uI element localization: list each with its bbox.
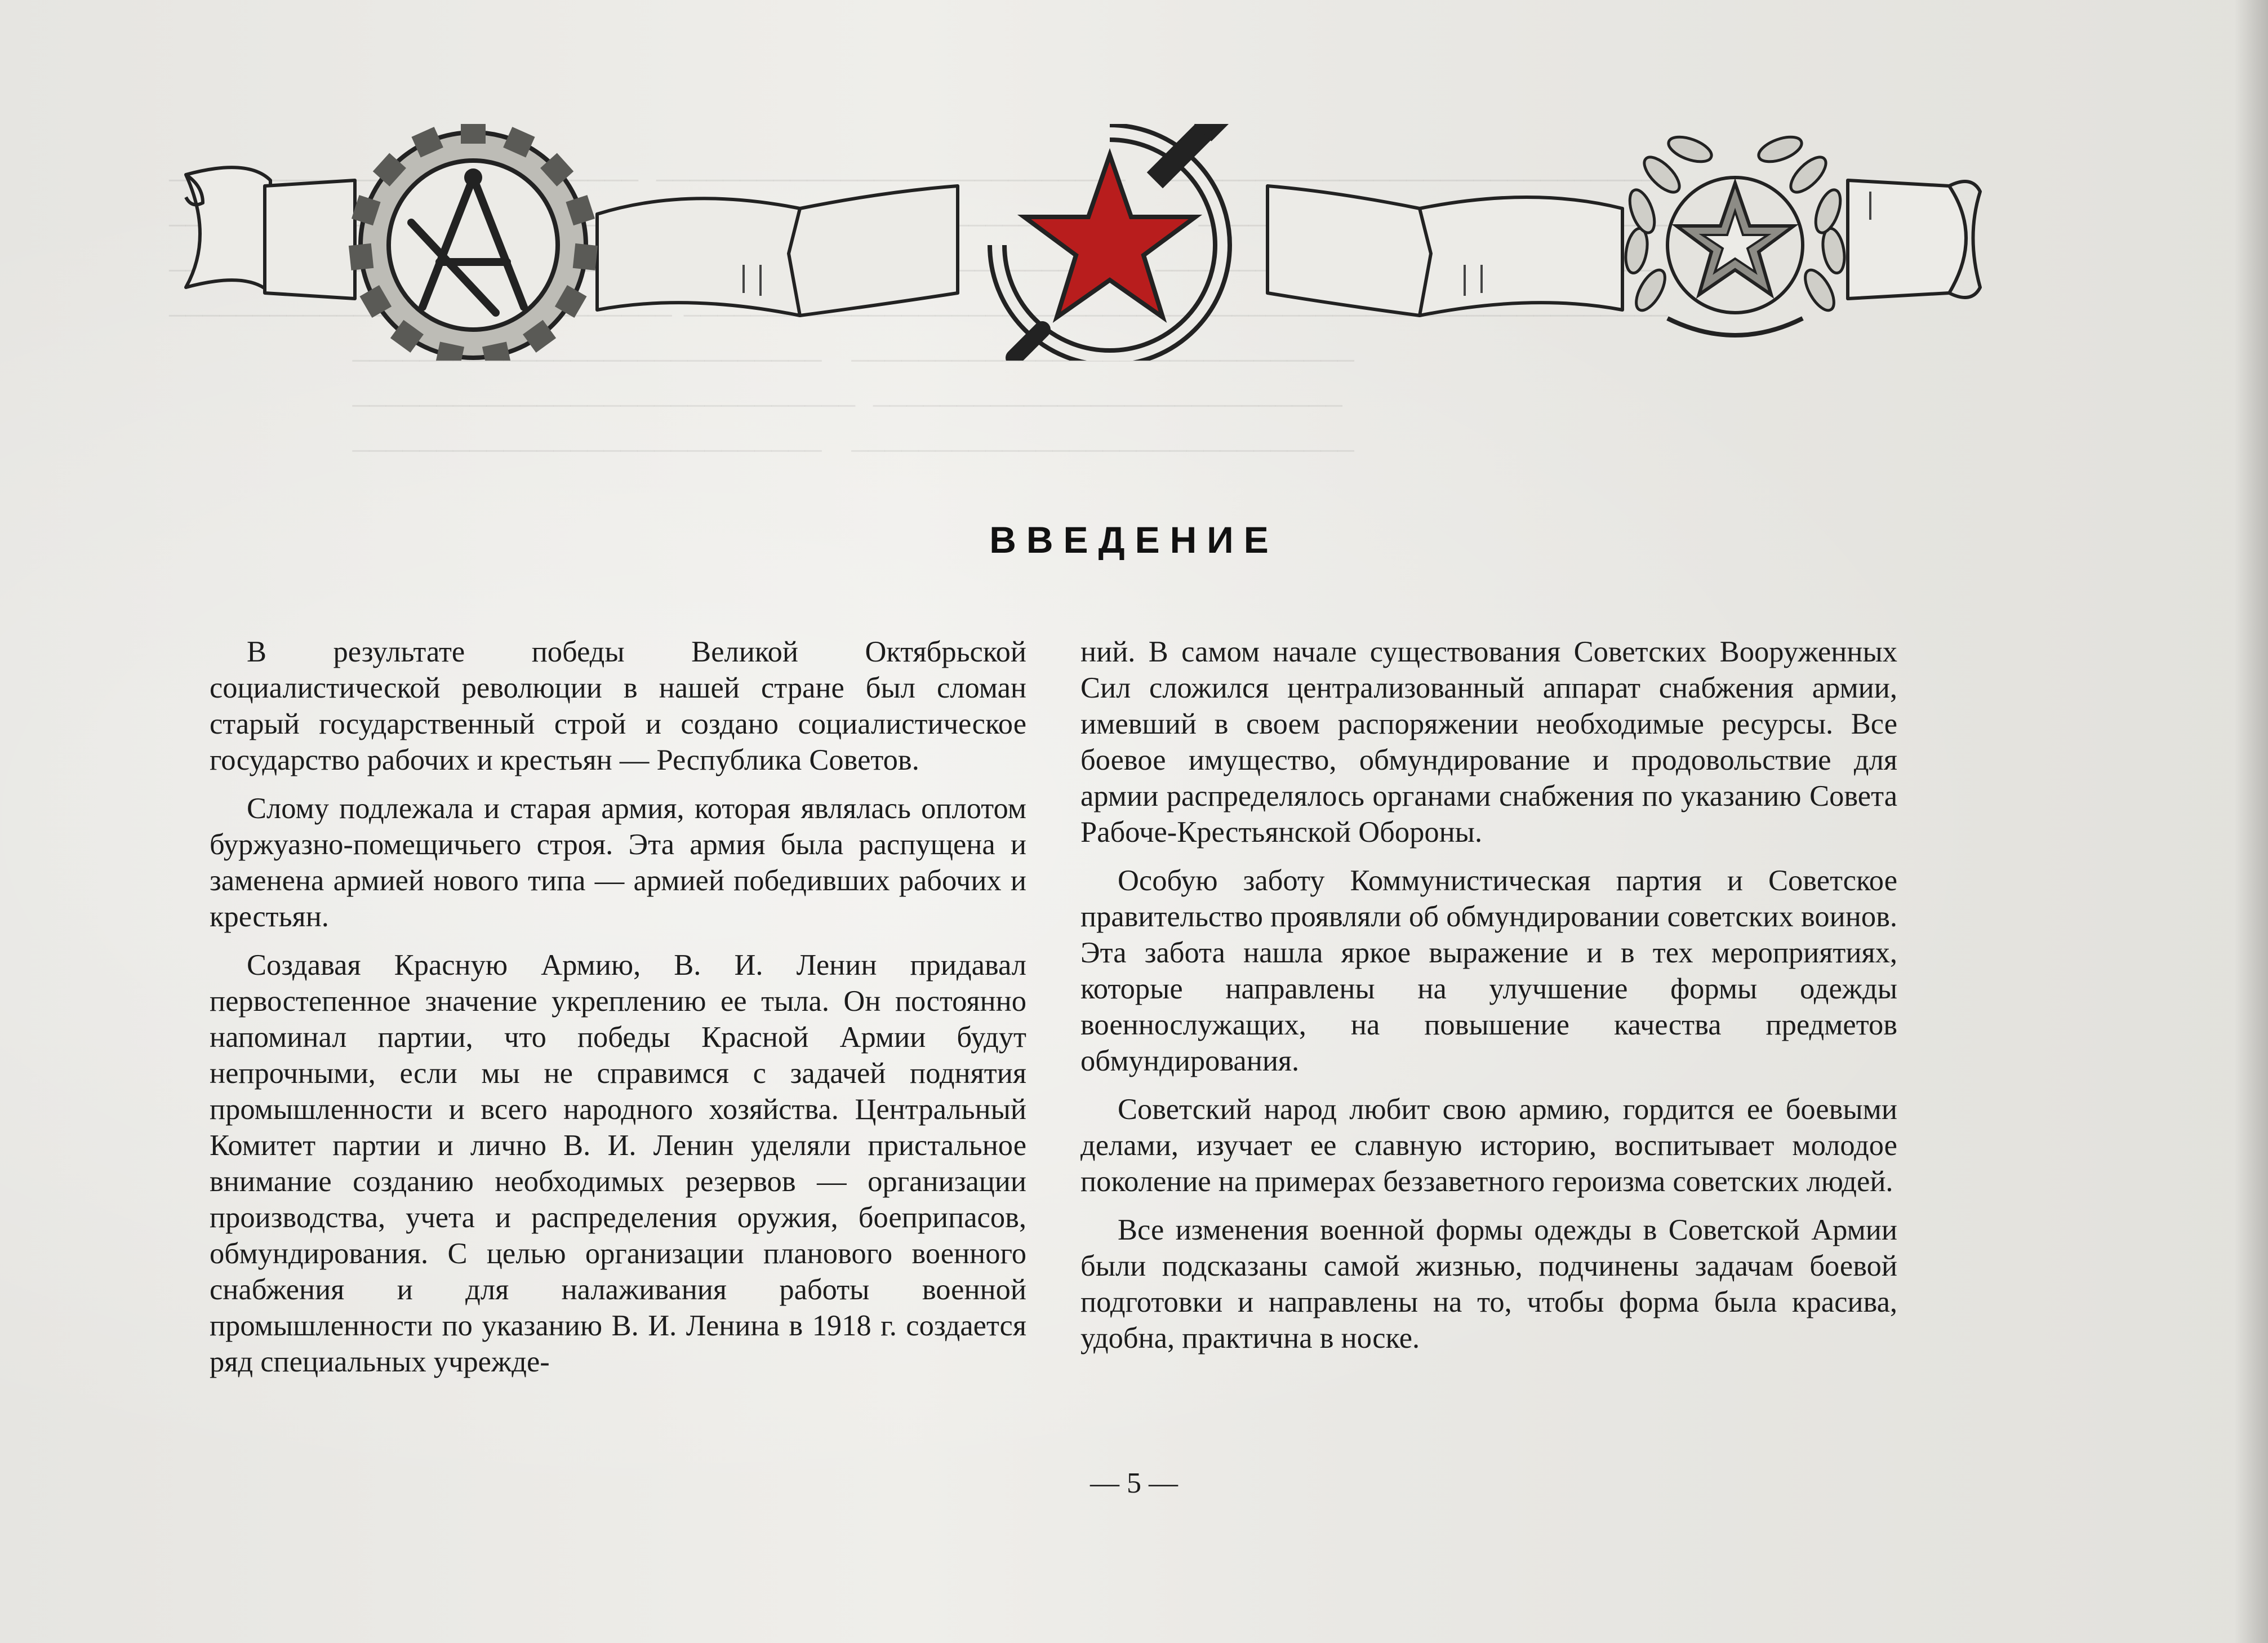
paragraph: ний. В самом начале существования Советских Вооруженных Сил сложился централизованный аппарат снабжения армии, имевший в своем распоряжении необходимые ресурсы. Все боевое имущество, обмундирование и продовольствие для армии распределялось органами снабжения по указанию Совета Рабоче-Крестьянской Обороны. — [1080, 636, 1897, 849]
page-edge-shadow — [2234, 0, 2268, 1643]
paragraph: В результате победы Великой Октябрьской социалистической революции в нашей стране был сломан старый государственный строй и создано социалистическое государство рабочих и крестьян — Республика Советов. — [210, 636, 1026, 776]
paragraph: Все изменения военной формы одежды в Советской Армии были подсказаны самой жизнью, подчинены задачам боевой подготовки и направлены на то, чтобы форма была красива, удобна, практична в носке. — [1080, 1214, 1897, 1355]
star-laurel-wreath-icon — [1622, 132, 1847, 335]
ornament-banner — [180, 124, 1983, 361]
paragraph: Советский народ любит свою армию, гордится ее боевыми делами, изучает ее славную историю, воспитывает молодое поколение на примерах беззаветного героизма советских людей. — [1080, 1093, 1897, 1198]
paragraph: Создавая Красную Армию, В. И. Ленин придавал первостепенное значение укреплению ее тыла. Он постоянно напоминал партии, что победы Красной Армии будут непрочными, если мы не справимся с задачей поднятия промышленности и всего народного хозяйства. Центральный Комитет партии и лично В. И. Ленин уделяли пристальное внимание созданию необходимых резервов — организации производства, учета и распределения оружия, боеприпасов, обмундирования. С целью организации планового военного снабжения и для налаживания работы военной промышленности по указанию В. И. Ленина в 1918 г. создается ряд специальных учрежде- — [210, 949, 1026, 1378]
page-number: — 5 — — [1090, 1467, 1178, 1499]
right-column — [1080, 634, 1897, 1369]
paragraph: Особую заботу Коммунистическая партия и Советское правительство проявляли об обмундировании советских воинов. Эта забота нашла яркое выражение и в тех мероприятиях, которые направлены на улучшение формы одежды военнослужащих, на повышение качества предметов обмундирования. — [1080, 864, 1897, 1077]
gear-emblem-icon — [349, 124, 598, 361]
red-star-hammer-sickle-icon — [997, 124, 1231, 358]
left-column — [210, 634, 1026, 1392]
page-title: ВВЕДЕНИЕ — [989, 519, 1279, 561]
bleed-through-text: ──────────────────────────── ────────────────────────────── ────────────────────────────── ──────────────────────────── ──────────────────────────── ────────────────────────────── ────────────────────────────── ──────────────────────────── ──────────────────────────── ────────────────────────────── — [352, 167, 1668, 464]
paragraph: Слому подлежала и старая армия, которая являлась оплотом буржуазно-помещичьего строя. Эта армия была распущена и заменена армией нового типа — армией победивших рабочих и крестьян. — [210, 792, 1026, 933]
